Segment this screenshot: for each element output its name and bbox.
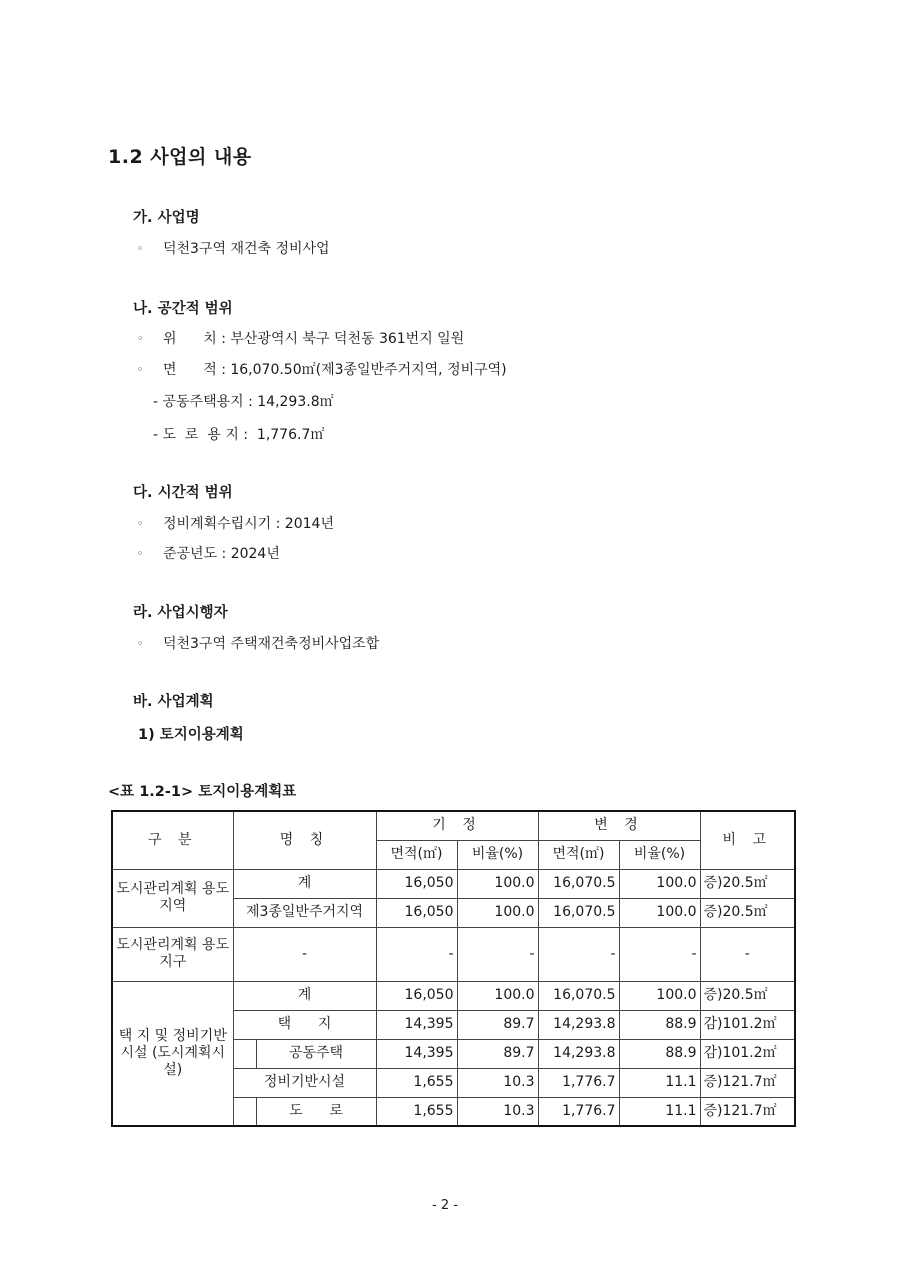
- row-name: -: [233, 927, 376, 981]
- cell-ratio-changed: 11.1: [619, 1068, 700, 1097]
- cell-note: 증)20.5㎡: [700, 981, 795, 1010]
- cell-note: 증)121.7㎡: [700, 1068, 795, 1097]
- heading-land-use-plan: 1) 토지이용계획: [138, 727, 244, 743]
- cell-ratio-changed: 100.0: [619, 981, 700, 1010]
- cell-area-changed: 1,776.7: [538, 1097, 619, 1126]
- cell-ratio-existing: 10.3: [457, 1068, 538, 1097]
- header-area-changed: 면적(㎡): [538, 840, 619, 869]
- cell-note: -: [700, 927, 795, 981]
- cell-ratio-existing: 100.0: [457, 898, 538, 927]
- cell-area-existing: 14,395: [376, 1010, 457, 1039]
- row-name: 제3종일반주거지역: [233, 898, 376, 927]
- row-name: 계: [233, 981, 376, 1010]
- operator-text: 덕천3구역 주택재건축정비사업조합: [163, 636, 380, 652]
- heading-operator: 라. 사업시행자: [133, 605, 228, 621]
- group-district: 도시관리계획 용도지구: [112, 927, 233, 981]
- table-row: [112, 981, 795, 1010]
- cell-area-existing: -: [376, 927, 457, 981]
- group-land-infra: 택 지 및 정비기반시설 (도시계획시설): [112, 981, 233, 1126]
- cell-note: 증)20.5㎡: [700, 898, 795, 927]
- bullet-icon: ◦: [137, 332, 144, 345]
- header-ratio-existing: 비율(%): [457, 840, 538, 869]
- cell-ratio-existing: -: [457, 927, 538, 981]
- row-name: 도 로: [256, 1097, 376, 1126]
- cell-area-existing: 16,050: [376, 981, 457, 1010]
- cell-area-existing: 1,655: [376, 1097, 457, 1126]
- page-number: - 2 -: [432, 1198, 458, 1213]
- location-text: 위 치 : 부산광역시 북구 덕천동 361번지 일원: [163, 331, 465, 347]
- cell-area-existing: 14,395: [376, 1039, 457, 1068]
- table-row: [112, 927, 795, 981]
- cell-area-changed: 14,293.8: [538, 1039, 619, 1068]
- row-name: 계: [233, 869, 376, 898]
- table-row: [112, 869, 795, 898]
- cell-ratio-changed: 100.0: [619, 869, 700, 898]
- cell-ratio-existing: 10.3: [457, 1097, 538, 1126]
- housing-land-text: - 공동주택용지 : 14,293.8㎡: [153, 394, 334, 410]
- header-changed: 변 경: [538, 811, 700, 840]
- cell-note: 감)101.2㎡: [700, 1039, 795, 1068]
- cell-ratio-changed: 100.0: [619, 898, 700, 927]
- cell-area-changed: 16,070.5: [538, 898, 619, 927]
- cell-ratio-changed: 88.9: [619, 1039, 700, 1068]
- land-use-table: [111, 810, 796, 1127]
- area-text: 면 적 : 16,070.50㎡(제3종일반주거지역, 정비구역): [163, 362, 507, 378]
- heading-spatial-scope: 나. 공간적 범위: [133, 301, 233, 317]
- bullet-icon: ◦: [137, 363, 144, 376]
- cell-ratio-changed: 88.9: [619, 1010, 700, 1039]
- cell-ratio-existing: 89.7: [457, 1010, 538, 1039]
- cell-area-existing: 16,050: [376, 898, 457, 927]
- indent-spacer: [233, 1097, 256, 1126]
- road-land-text: - 도 로 용 지 : 1,776.7㎡: [153, 427, 325, 443]
- completion-year-text: 준공년도 : 2024년: [163, 546, 280, 562]
- cell-note: 증)121.7㎡: [700, 1097, 795, 1126]
- table-caption: <표 1.2-1> 토지이용계획표: [108, 784, 297, 800]
- cell-area-existing: 1,655: [376, 1068, 457, 1097]
- cell-note: 증)20.5㎡: [700, 869, 795, 898]
- cell-note: 감)101.2㎡: [700, 1010, 795, 1039]
- heading-project-plan: 바. 사업계획: [133, 694, 214, 710]
- project-name-text: 덕천3구역 재건축 정비사업: [163, 241, 330, 257]
- header-existing: 기 정: [376, 811, 538, 840]
- cell-area-changed: -: [538, 927, 619, 981]
- header-ratio-changed: 비율(%): [619, 840, 700, 869]
- header-category: 구 분: [112, 811, 233, 869]
- row-name: 택 지: [233, 1010, 376, 1039]
- cell-ratio-changed: 11.1: [619, 1097, 700, 1126]
- indent-spacer: [233, 1039, 256, 1068]
- bullet-icon: ◦: [137, 637, 144, 650]
- header-note: 비 고: [700, 811, 795, 869]
- group-zoning: 도시관리계획 용도지역: [112, 869, 233, 927]
- cell-area-existing: 16,050: [376, 869, 457, 898]
- cell-area-changed: 1,776.7: [538, 1068, 619, 1097]
- bullet-icon: ◦: [137, 517, 144, 530]
- bullet-icon: ◦: [137, 547, 144, 560]
- cell-ratio-existing: 100.0: [457, 981, 538, 1010]
- header-area-existing: 면적(㎡): [376, 840, 457, 869]
- row-name: 공동주택: [256, 1039, 376, 1068]
- cell-area-changed: 16,070.5: [538, 869, 619, 898]
- cell-area-changed: 16,070.5: [538, 981, 619, 1010]
- plan-year-text: 정비계획수립시기 : 2014년: [163, 516, 334, 532]
- section-title: 1.2 사업의 내용: [108, 146, 252, 168]
- bullet-icon: ◦: [137, 242, 144, 255]
- cell-area-changed: 14,293.8: [538, 1010, 619, 1039]
- cell-ratio-changed: -: [619, 927, 700, 981]
- row-name: 정비기반시설: [233, 1068, 376, 1097]
- heading-temporal-scope: 다. 시간적 범위: [133, 485, 233, 501]
- cell-ratio-existing: 89.7: [457, 1039, 538, 1068]
- cell-ratio-existing: 100.0: [457, 869, 538, 898]
- header-name: 명 칭: [233, 811, 376, 869]
- heading-project-name: 가. 사업명: [133, 210, 200, 226]
